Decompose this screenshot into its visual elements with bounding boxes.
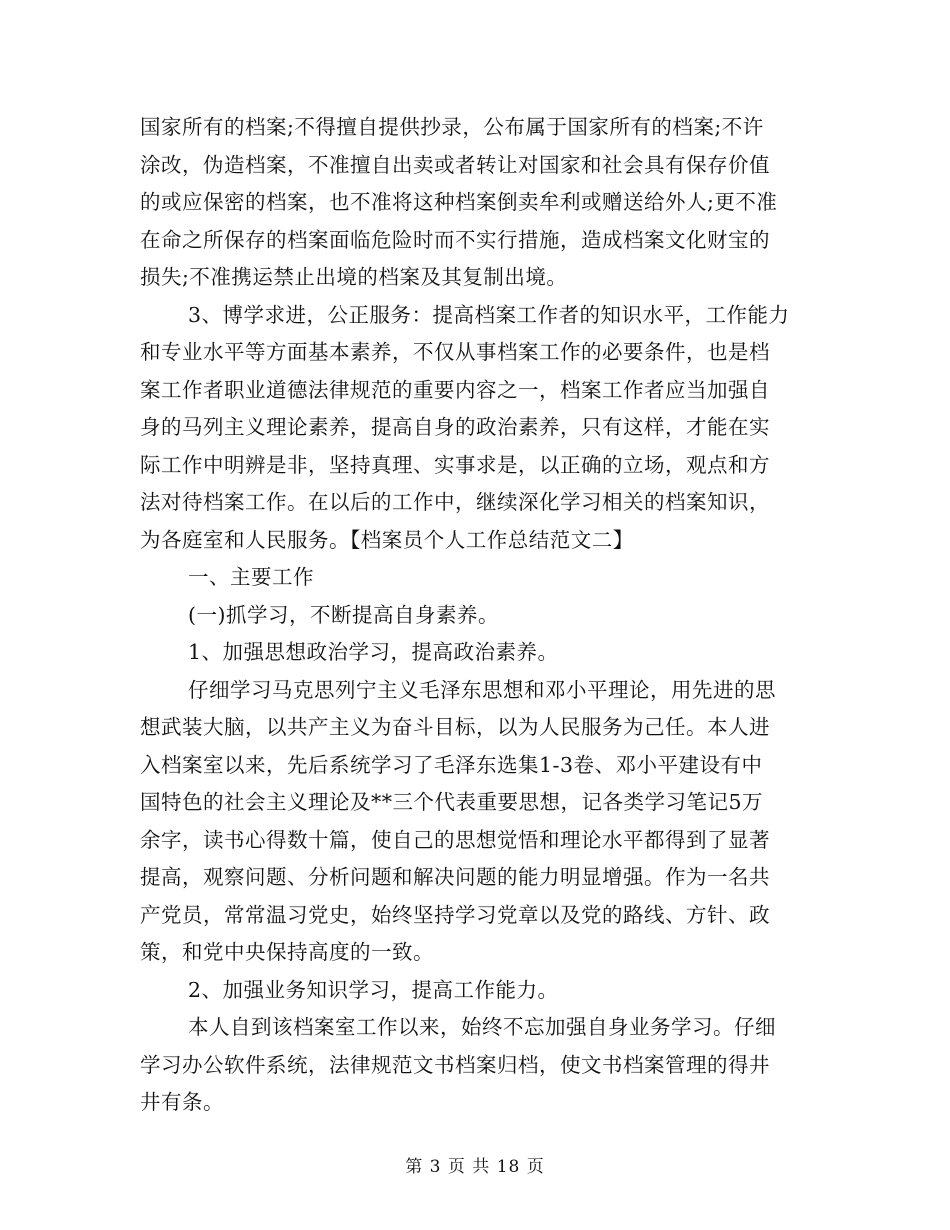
page-number-footer: 第 3 页 共 18 页: [405, 1157, 545, 1177]
text-line: 想武装大脑，以共产主义为奋斗目标，以为人民服务为己任。本人进: [140, 715, 770, 739]
text-line: 际工作中明辨是非，坚持真理、实事求是，以正确的立场，观点和方: [140, 452, 770, 477]
text-line: 涂改，伪造档案，不准擅自出卖或者转让对国家和社会具有保存价值: [140, 152, 770, 177]
text-line: 3、博学求进，公正服务：提高档案工作者的知识水平，工作能力: [188, 302, 790, 327]
text-line: 身的马列主义理论素养，提高自身的政治素养，只有这样，才能在实: [140, 415, 770, 439]
text-line: 策，和党中央保持高度的一致。: [140, 940, 434, 964]
text-line: 入档案室以来，先后系统学习了毛泽东选集1-3卷、邓小平建设有中: [140, 752, 763, 777]
text-line: 1、加强思想政治学习，提高政治素养。: [188, 640, 559, 664]
text-line: 国家所有的档案;不得擅自提供抄录，公布属于国家所有的档案;不许: [140, 115, 764, 139]
text-line: 在命之所保存的档案面临危险时而不实行措施，造成档案文化财宝的: [140, 227, 770, 252]
text-line: 2、加强业务知识学习，提高工作能力。: [188, 977, 559, 1002]
text-line: 本人自到该档案室工作以来，始终不忘加强自身业务学习。仔细: [188, 1015, 776, 1039]
text-line: 学习办公软件系统，法律规范文书档案归档，使文书档案管理的得井: [140, 1052, 770, 1077]
document-body: [140, 109, 805, 1122]
text-line: 国特色的社会主义理论及**三个代表重要思想，记各类学习笔记5万: [140, 790, 764, 814]
text-line: 为各庭室和人民服务。【档案员个人工作总结范文二】: [140, 527, 634, 552]
text-line: 法对待档案工作。在以后的工作中，继续深化学习相关的档案知识，: [140, 490, 770, 514]
text-line: 的或应保密的档案，也不准将这种档案倒卖牟利或赠送给外人;更不准: [140, 190, 778, 214]
text-line: 仔细学习马克思列宁主义毛泽东思想和邓小平理论，用先进的思: [188, 677, 776, 702]
text-line: 产党员，常常温习党史，始终坚持学习党章以及党的路线、方针、政: [140, 902, 770, 927]
text-line: 提高，观察问题、分析问题和解决问题的能力明显增强。作为一名共: [140, 865, 770, 889]
text-line: 案工作者职业道德法律规范的重要内容之一，档案工作者应当加强自: [140, 377, 770, 402]
text-line: (一)抓学习，不断提高自身素养。: [188, 602, 499, 627]
text-line: 一、主要工作: [188, 565, 314, 589]
text-line: 井有条。: [140, 1090, 224, 1114]
text-line: 余字，读书心得数十篇，使自己的思想觉悟和理论水平都得到了显著: [140, 827, 770, 852]
text-line: 和专业水平等方面基本素养，不仅从事档案工作的必要条件，也是档: [140, 340, 770, 364]
text-line: 损失;不准携运禁止出境的档案及其复制出境。: [140, 265, 568, 289]
